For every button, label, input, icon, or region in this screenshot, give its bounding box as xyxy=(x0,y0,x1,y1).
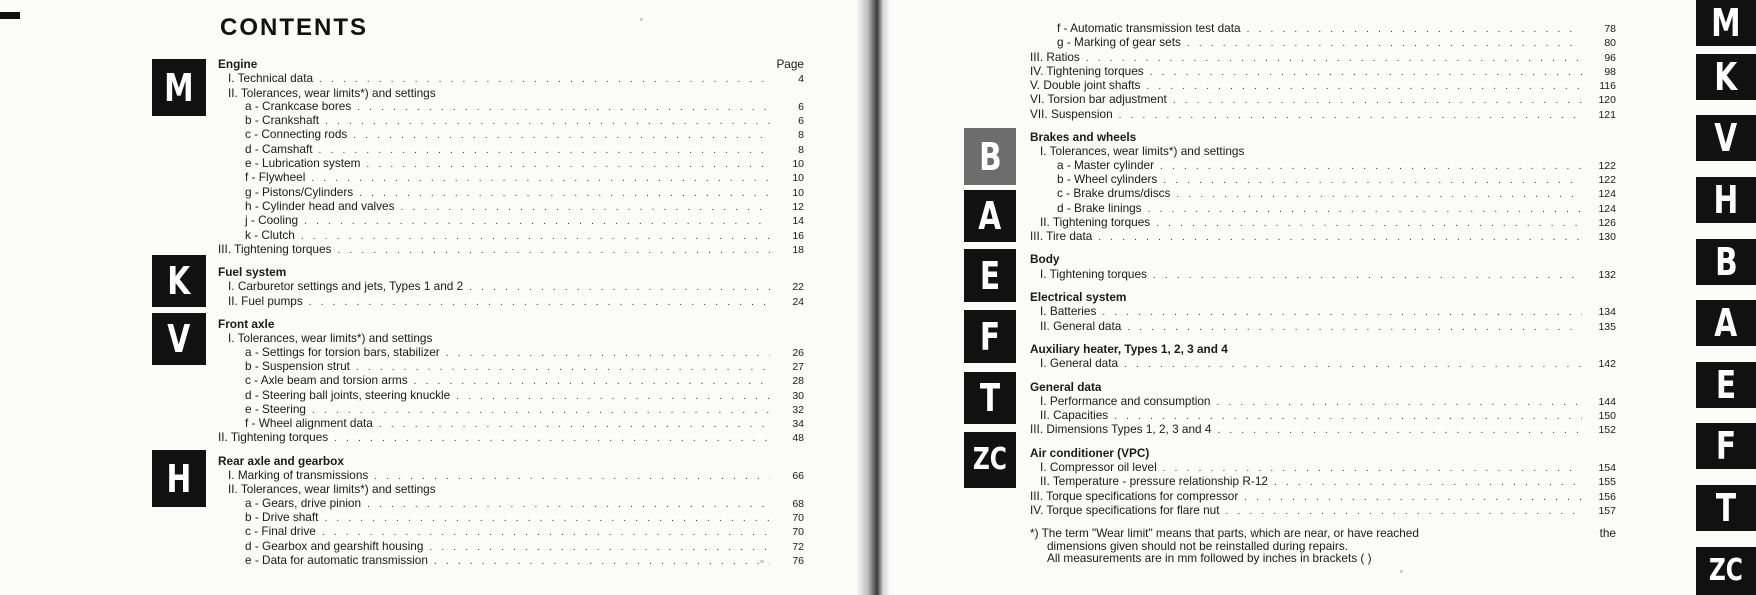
section-heading: General data xyxy=(1030,379,1102,394)
toc-entry[interactable]: d - Gearbox and gearshift housing . . . 72 xyxy=(218,540,804,554)
section-tab-e[interactable]: E xyxy=(964,249,1016,302)
toc-entry[interactable]: III. Torque specifications for compressor . . . 156 xyxy=(1030,490,1616,504)
toc-entry[interactable]: I. General data . . . 142 xyxy=(1030,357,1616,371)
left-page xyxy=(0,0,856,595)
toc-group-electrical xyxy=(1030,305,1616,334)
section-heading: Body xyxy=(1030,252,1060,267)
toc-entry[interactable]: c - Connecting rods . . . 8 xyxy=(218,128,804,142)
toc-entry[interactable]: VI. Torsion bar adjustment . . . 120 xyxy=(1030,93,1616,107)
edge-tab-v[interactable]: V xyxy=(1696,115,1756,161)
book-gutter xyxy=(856,0,890,595)
toc-entry[interactable]: f - Wheel alignment data . . . 34 xyxy=(218,417,804,431)
toc-group-brakes xyxy=(1030,145,1616,244)
section-heading: Auxiliary heater, Types 1, 2, 3 and 4 xyxy=(1030,341,1228,356)
toc-entry[interactable]: I. Tolerances, wear limits*) and settings xyxy=(1040,144,1245,159)
toc-entry[interactable]: III. Tire data . . . 130 xyxy=(1030,230,1616,244)
section-heading: Rear axle and gearbox xyxy=(218,453,344,468)
toc-entry[interactable]: a - Master cylinder . . . 122 xyxy=(1030,159,1616,173)
toc-entry[interactable]: d - Steering ball joints, steering knuckle . . . 30 xyxy=(218,389,804,403)
toc-entry[interactable]: c - Brake drums/discs . . . 124 xyxy=(1030,187,1616,201)
toc-entry[interactable]: II. Capacities . . . 150 xyxy=(1030,409,1616,423)
section-tab-b[interactable]: B xyxy=(964,128,1016,185)
toc-group-continued xyxy=(1030,22,1616,122)
section-tab-zc[interactable]: ZC xyxy=(964,432,1016,488)
toc-entry[interactable]: VII. Suspension . . . 121 xyxy=(1030,108,1616,122)
edge-tab-f[interactable]: F xyxy=(1696,423,1756,469)
edge-tab-b[interactable]: B xyxy=(1696,239,1756,285)
toc-entry[interactable]: III. Ratios . . . 96 xyxy=(1030,51,1616,65)
toc-entry[interactable]: e - Data for automatic transmission . . . 76 xyxy=(218,554,804,568)
toc-group-front-axle xyxy=(218,332,804,445)
toc-entry[interactable]: III. Dimensions Types 1, 2, 3 and 4 . . . 152 xyxy=(1030,423,1616,437)
toc-entry[interactable]: I. Performance and consumption . . . 144 xyxy=(1030,395,1616,409)
toc-entry[interactable]: f - Flywheel . . . 10 xyxy=(218,171,804,185)
toc-entry[interactable]: II. Tightening torques . . . 126 xyxy=(1030,216,1616,230)
toc-entry[interactable]: g - Marking of gear sets . . . 80 xyxy=(1030,36,1616,50)
toc-entry[interactable]: I. Carburetor settings and jets, Types 1 and 2 . . . 22 xyxy=(218,280,804,294)
toc-entry[interactable]: e - Lubrication system . . . 10 xyxy=(218,157,804,171)
toc-entry[interactable]: I. Marking of transmissions . . . 66 xyxy=(218,469,804,483)
toc-entry[interactable]: a - Crankcase bores . . . 6 xyxy=(218,100,804,114)
toc-entry[interactable]: II. Tolerances, wear limits*) and settings xyxy=(228,85,436,100)
toc-entry[interactable]: d - Camshaft . . . 8 xyxy=(218,143,804,157)
toc-entry[interactable]: II. Tightening torques . . . 48 xyxy=(218,431,804,445)
edge-tab-zc[interactable]: ZC xyxy=(1696,547,1756,595)
toc-entry[interactable]: a - Gears, drive pinion . . . 68 xyxy=(218,497,804,511)
section-tab-f[interactable]: F xyxy=(964,310,1016,363)
toc-entry[interactable]: II. Fuel pumps . . . 24 xyxy=(218,295,804,309)
edge-tab-e[interactable]: E xyxy=(1696,362,1756,408)
section-tab-a[interactable]: A xyxy=(964,190,1016,242)
paper-speck xyxy=(760,560,764,563)
toc-group-fuel xyxy=(218,280,804,309)
section-tab-t[interactable]: T xyxy=(964,372,1016,424)
toc-entry[interactable]: b - Wheel cylinders . . . 122 xyxy=(1030,173,1616,187)
toc-entry[interactable]: g - Pistons/Cylinders . . . 10 xyxy=(218,186,804,200)
toc-entry[interactable]: II. Tolerances, wear limits*) and settings xyxy=(228,482,436,497)
toc-entry[interactable]: b - Suspension strut . . . 27 xyxy=(218,360,804,374)
toc-group-rear-axle xyxy=(218,469,804,568)
toc-entry[interactable]: d - Brake linings . . . 124 xyxy=(1030,202,1616,216)
toc-entry[interactable]: c - Axle beam and torsion arms . . . 28 xyxy=(218,374,804,388)
section-heading: Electrical system xyxy=(1030,290,1127,305)
toc-entry[interactable]: b - Drive shaft . . . 70 xyxy=(218,511,804,525)
paper-speck xyxy=(640,18,643,21)
toc-entry[interactable]: I. Tightening torques . . . 132 xyxy=(1030,268,1616,282)
toc-entry[interactable]: c - Final drive . . . 70 xyxy=(218,525,804,539)
section-tab-h[interactable]: H xyxy=(152,450,206,507)
toc-entry[interactable]: II. Temperature - pressure relationship R-12 . . . 155 xyxy=(1030,475,1616,489)
toc-entry[interactable]: I. Compressor oil level . . . 154 xyxy=(1030,461,1616,475)
toc-entry[interactable]: j - Cooling . . . 14 xyxy=(218,214,804,228)
toc-group-general xyxy=(1030,395,1616,438)
toc-entry[interactable]: a - Settings for torsion bars, stabilizer . . . 26 xyxy=(218,346,804,360)
section-heading: Brakes and wheels xyxy=(1030,130,1137,145)
wear-limit-footnote: *) The term "Wear limit" means that parts, which are near, or have reached the dimensions given should not be reinstalled during repairs. All measurements are in mm followed by inches in brackets ( ) xyxy=(1030,526,1616,566)
toc-entry[interactable]: f - Automatic transmission test data . . . 78 xyxy=(1030,22,1616,36)
toc-group-aircon xyxy=(1030,461,1616,518)
section-tab-v[interactable]: V xyxy=(152,313,206,365)
toc-entry[interactable]: I. Technical data . . . 4 xyxy=(218,72,804,86)
section-heading: Engine Page xyxy=(218,57,804,71)
toc-entry[interactable]: e - Steering . . . 32 xyxy=(218,403,804,417)
edge-tab-a[interactable]: A xyxy=(1696,300,1756,346)
toc-entry[interactable]: h - Cylinder head and valves . . . 12 xyxy=(218,200,804,214)
toc-entry[interactable]: I. Tolerances, wear limits*) and settings xyxy=(228,331,433,346)
toc-group-heater xyxy=(1030,357,1616,371)
toc-group-engine xyxy=(218,72,804,257)
edge-tab-t[interactable]: T xyxy=(1696,485,1756,531)
toc-entry[interactable]: II. General data . . . 135 xyxy=(1030,320,1616,334)
toc-entry[interactable]: b - Crankshaft . . . 6 xyxy=(218,114,804,128)
section-heading: Air conditioner (VPC) xyxy=(1030,445,1150,460)
toc-right xyxy=(1030,22,1616,565)
section-tab-k[interactable]: K xyxy=(152,255,206,307)
toc-group-body xyxy=(1030,268,1616,282)
toc-entry[interactable]: III. Tightening torques . . . 18 xyxy=(218,243,804,257)
paper-speck xyxy=(1400,570,1403,573)
page-column-label: Page xyxy=(776,57,804,71)
toc-entry[interactable]: V. Double joint shafts . . . 116 xyxy=(1030,79,1616,93)
section-heading: Fuel system xyxy=(218,265,287,280)
toc-entry[interactable]: IV. Tightening torques . . . 98 xyxy=(1030,65,1616,79)
section-heading: Front axle xyxy=(218,317,275,332)
edge-tab-m[interactable]: M xyxy=(1696,0,1756,46)
toc-left xyxy=(218,58,804,568)
toc-entry[interactable]: IV. Torque specifications for flare nut . . . 157 xyxy=(1030,504,1616,518)
edge-tab-k[interactable]: K xyxy=(1696,54,1756,100)
toc-entry[interactable]: k - Clutch . . . 16 xyxy=(218,229,804,243)
section-tab-m[interactable]: M xyxy=(152,59,206,116)
edge-tab-h[interactable]: H xyxy=(1696,177,1756,223)
page-title: CONTENTS xyxy=(220,14,368,41)
toc-entry[interactable]: I. Batteries . . . 134 xyxy=(1030,305,1616,319)
